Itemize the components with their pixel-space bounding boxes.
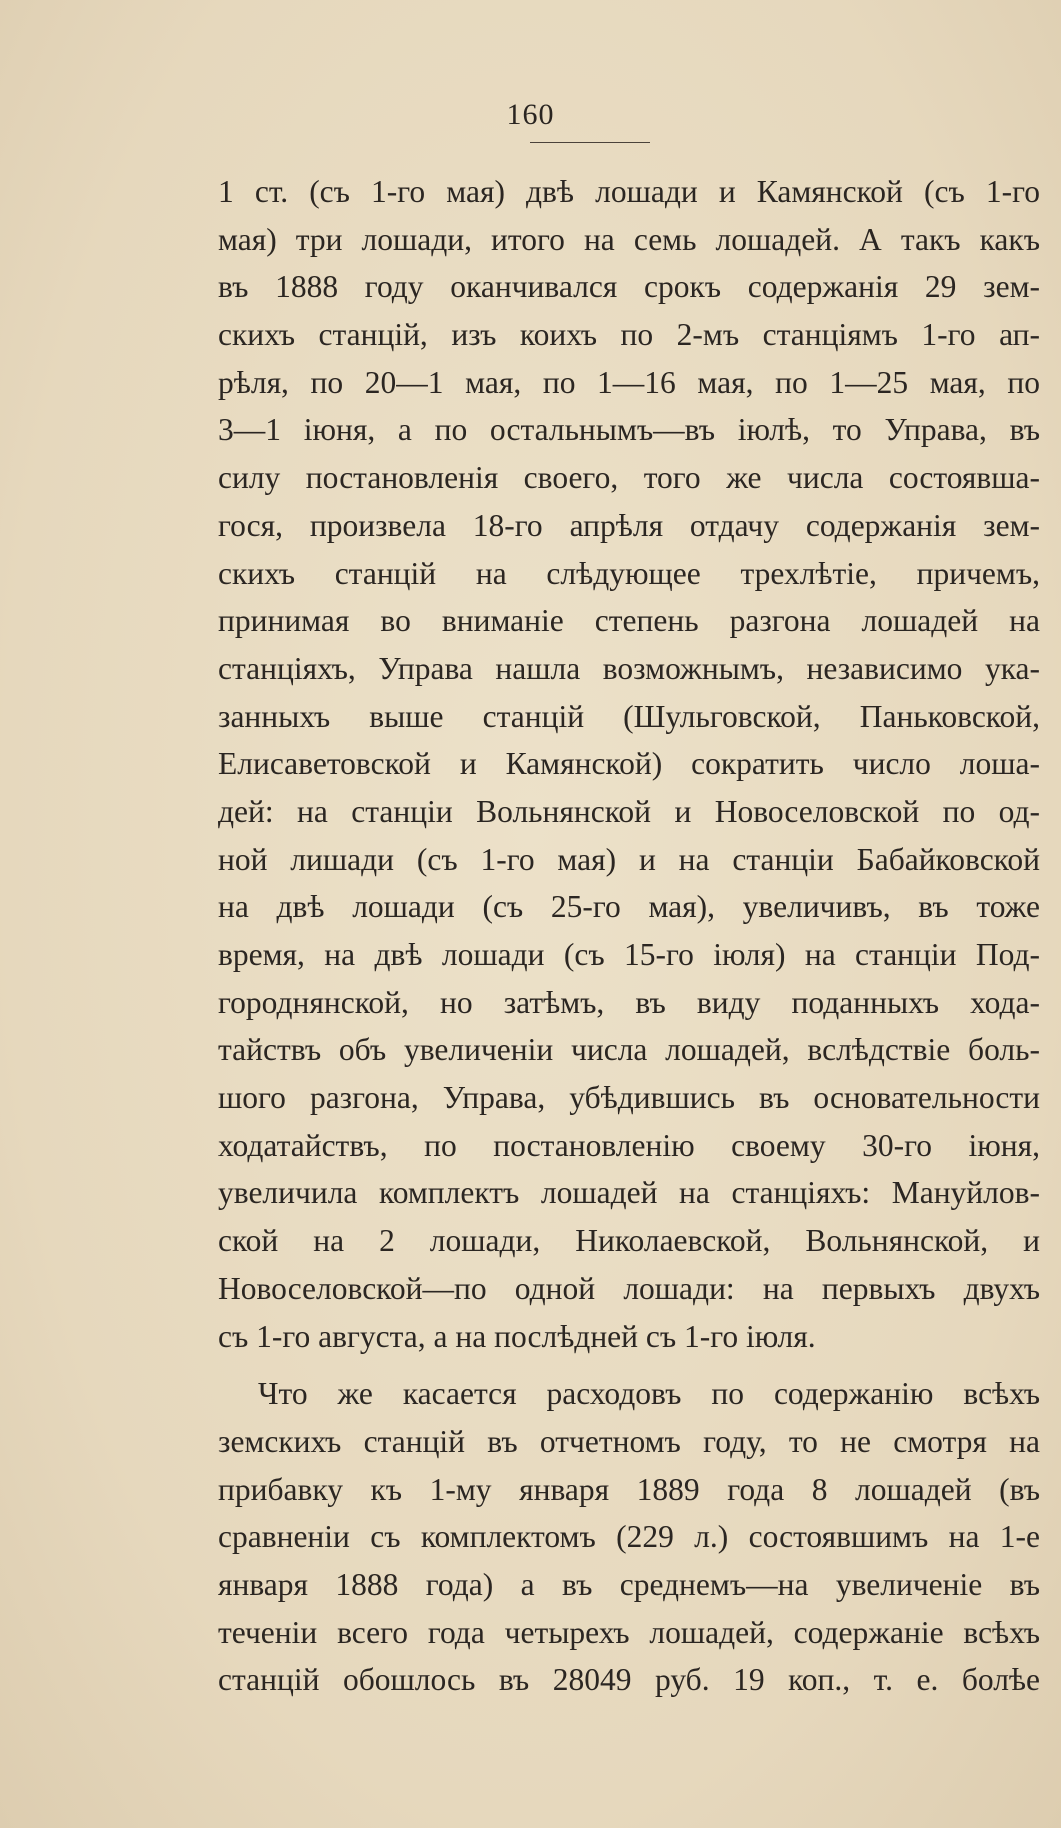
text-line: сравненіи съ комплектомъ (229 л.) состоявшимъ на 1-е — [218, 1519, 1040, 1555]
text-line: прибавку къ 1-му января 1889 года 8 лошадей (въ — [218, 1471, 1040, 1507]
text-line: съ 1-го августа, а на послѣдней съ 1-го іюля. — [218, 1318, 816, 1354]
text-line: принимая во вниманіе степень разгона лошадей на — [218, 603, 1040, 639]
text-line: земскихъ станцій въ отчетномъ году, то не смотря на — [218, 1423, 1040, 1459]
paragraph-gap — [218, 1360, 1040, 1370]
body-text — [218, 168, 1040, 1704]
text-line: скихъ станцій, изъ коихъ по 2-мъ станціямъ 1-го ап- — [218, 317, 1040, 353]
text-line: скихъ станцій на слѣдующее трехлѣтіе, причемъ, — [218, 555, 1040, 591]
text-line: занныхъ выше станцій (Шульговской, Паньковской, — [218, 698, 1040, 734]
text-line: станцій обошлось въ 28049 руб. 19 коп., т. е. болѣе — [218, 1662, 1040, 1698]
text-line: 1 ст. (съ 1-го мая) двѣ лошади и Камянской (съ 1-го — [218, 174, 1040, 209]
text-line: тайствъ объ увеличеніи числа лошадей, вслѣдствіе боль- — [218, 1032, 1040, 1068]
paragraph — [218, 168, 1040, 1360]
header-rule — [530, 142, 650, 143]
text-line: шого разгона, Управа, убѣдившись въ основательности — [218, 1080, 1040, 1116]
page-number: 160 — [506, 98, 555, 131]
text-line: теченіи всего года четырехъ лошадей, содержаніе всѣхъ — [218, 1614, 1040, 1650]
text-line: рѣля, по 20—1 мая, по 1—16 мая, по 1—25 мая, по — [218, 364, 1040, 400]
text-line: гося, произвела 18-го апрѣля отдачу содержанія зем- — [218, 507, 1040, 543]
text-line: станціяхъ, Управа нашла возможнымъ, независимо ука- — [218, 650, 1040, 686]
text-line: увеличила комплектъ лошадей на станціяхъ: Мануйлов- — [218, 1175, 1040, 1211]
text-line: 3—1 іюня, а по остальнымъ—въ іюлѣ, то Управа, въ — [218, 412, 1040, 448]
text-line: силу постановленія своего, того же числа состоявша- — [218, 460, 1040, 496]
text-line: ной лишади (съ 1-го мая) и на станціи Бабайковской — [218, 841, 1040, 877]
text-line: января 1888 года) а въ среднемъ—на увеличеніе въ — [218, 1566, 1040, 1602]
text-line: ходатайствъ, по постановленію своему 30-го іюня, — [218, 1127, 1040, 1163]
text-line: время, на двѣ лошади (съ 15-го іюля) на станціи Под- — [218, 937, 1040, 972]
text-line: мая) три лошади, итого на семь лошадей. А такъ какъ — [218, 221, 1040, 257]
text-line: Елисаветовской и Камянской) сократить число лоша- — [218, 746, 1040, 782]
text-line: городнянской, но затѣмъ, въ виду поданныхъ хода- — [218, 984, 1040, 1020]
paragraph — [218, 1370, 1040, 1704]
text-line: Что же касается расходовъ по содержанію всѣхъ — [258, 1376, 1040, 1412]
text-line: дей: на станціи Вольнянской и Новоселовской по од- — [218, 793, 1040, 829]
text-line: въ 1888 году оканчивался срокъ содержанія 29 зем- — [218, 269, 1040, 305]
text-line: Новоселовской—по одной лошади: на первыхъ двухъ — [218, 1270, 1040, 1306]
text-line: на двѣ лошади (съ 25-го мая), увеличивъ, въ тоже — [218, 889, 1040, 925]
text-line: ской на 2 лошади, Николаевской, Вольнянской, и — [218, 1223, 1040, 1259]
